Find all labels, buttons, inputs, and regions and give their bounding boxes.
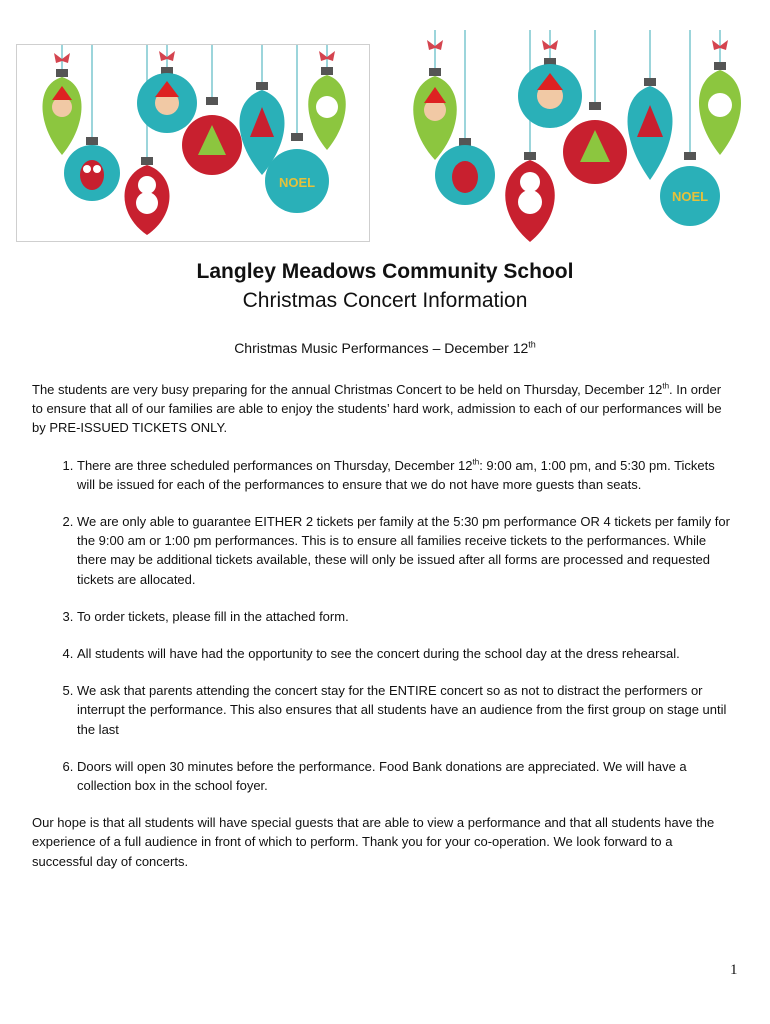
- or-emphasis: OR: [580, 514, 600, 530]
- intro-paragraph: The students are very busy preparing for the annual Christmas Concert to be held on Thursday, December 12th. In order to ensure that all of our families are able to enjoy the students’ hard work, admission to each of our performances will be by PRE-ISSUED TICKETS ONLY.: [32, 381, 722, 436]
- ornament-illustration-left: [16, 44, 370, 242]
- svg-text:NOEL: NOEL: [671, 189, 709, 204]
- svg-text:NOEL: NOEL: [278, 175, 316, 190]
- document-body: [32, 380, 732, 871]
- ornament-santa-left-2: [413, 68, 457, 160]
- ornament-santa-center: [137, 67, 197, 133]
- page-title: Langley Meadows Community School: [196, 260, 574, 283]
- ornaments-graphic: [17, 45, 369, 241]
- ornament-snowman-green: [308, 67, 346, 150]
- either-emphasis: EITHER: [254, 514, 303, 530]
- ornament-snowman: [125, 157, 170, 235]
- page-subtitle: Christmas Concert Information: [242, 289, 528, 312]
- info-list: [32, 456, 732, 796]
- list-item: 6. Doors will open 30 minutes before the performance. Food Bank donations are appreciated. We will have a collection box in the school foyer.: [77, 757, 732, 795]
- list-item: 4. All students will have had the opportunity to see the concert during the school day at the dress rehearsal.: [77, 644, 732, 663]
- section-heading: Christmas Music Performances – December 12th: [234, 339, 536, 356]
- title-block: [0, 258, 770, 316]
- list-item: 1. There are three scheduled performances on Thursday, December 12th: 9:00 am, 1:00 pm, and 5:30 pm. Tickets will be issued for each of the performances to ensure that we do not have more guests than seats.: [77, 456, 732, 494]
- ornament-tree-teal-2: [628, 78, 673, 180]
- ornament-santa-center-2: [518, 58, 582, 128]
- ornament-noel-2: [660, 152, 720, 226]
- pre-issued-emphasis: PRE-ISSUED TICKETS ONLY: [49, 420, 224, 436]
- list-item: 2. We are only able to guarantee EITHER 2 tickets per family at the 5:30 pm performance OR 4 tickets per family for the 9:00 am or 1:00 pm performances. This is to ensure all families receive tickets to the performances. While there may be additional tickets available, these will only be issued after all forms are processed and requested tickets are allocated.: [77, 512, 732, 589]
- ornaments-graphic-right: [395, 30, 765, 246]
- ornament-illustration-right: [395, 30, 765, 246]
- closing-paragraph: Our hope is that all students will have special guests that are able to view a performance and that all students have the experience of a full audience in front of which to perform. Thank you for your co-operation. We look forward to a successful day of concerts.: [32, 815, 715, 869]
- list-item: 3. To order tickets, please fill in the attached form.: [77, 607, 732, 626]
- page-number: 1: [730, 962, 738, 978]
- entire-emphasis: ENTIRE: [388, 683, 437, 699]
- ornament-snowman-green-2: [699, 62, 741, 155]
- ornament-santa-left: [42, 69, 81, 155]
- ornament-owl: [64, 137, 120, 201]
- list-item: 5. We ask that parents attending the concert stay for the ENTIRE concert so as not to distract the performers or interrupt the performance. This also ensures that all students have an audience from the first group on stage until the last: [77, 681, 732, 739]
- ornament-snowman-2: [505, 152, 555, 242]
